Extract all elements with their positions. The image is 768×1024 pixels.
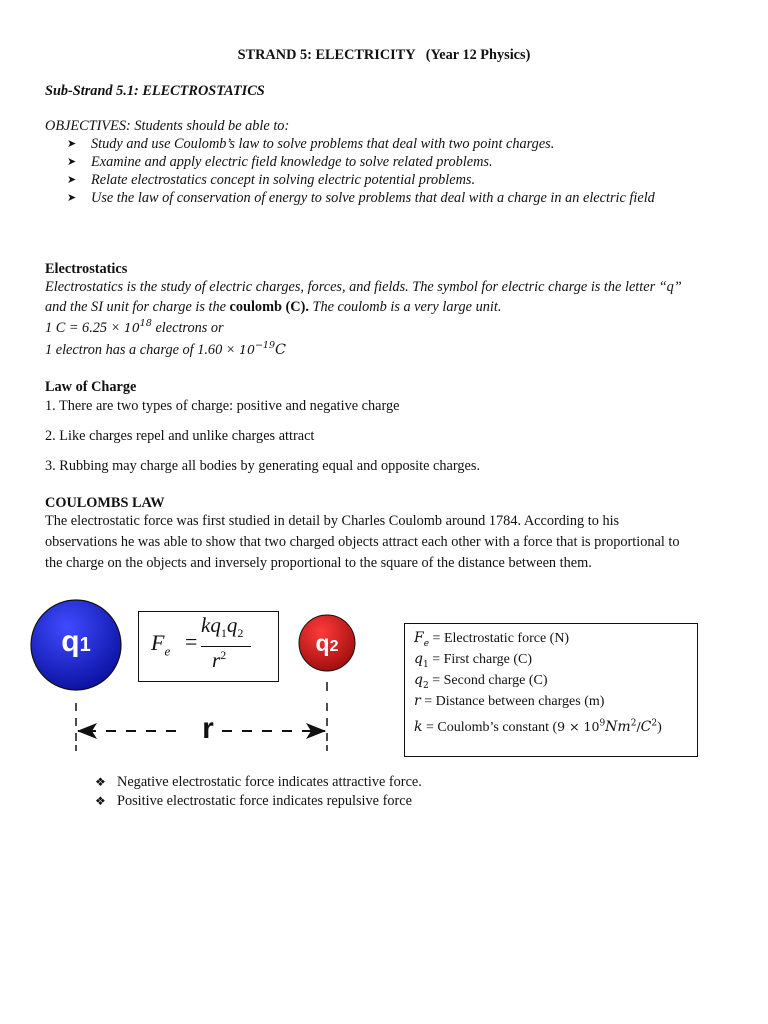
substrand-heading: Sub-Strand 5.1: ELECTROSTATICS xyxy=(45,83,265,99)
law-of-charge-heading: Law of Charge xyxy=(45,379,137,395)
law-item: 3. Rubbing may charge all bodies by generating equal and opposite charges. xyxy=(45,458,481,474)
title-text: STRAND 5: ELECTRICITY xyxy=(237,47,416,63)
distance-r-label: r xyxy=(202,712,214,745)
electrostatics-heading: Electrostatics xyxy=(45,261,128,277)
note-item: ❖ Positive electrostatic force indicates repulsive force xyxy=(95,793,412,809)
definition-item: $F_e$ = Electrostatic force (N) xyxy=(414,630,570,649)
formula-lhs: $F_e$ xyxy=(151,630,171,659)
definition-item: $q_1$ = First charge (C) xyxy=(414,651,532,670)
formula-denominator: $r^2$ xyxy=(212,648,227,672)
definition-item: $q_2$ = Second charge (C) xyxy=(414,672,548,691)
q2-label: q2 xyxy=(315,630,339,656)
law-item: 1. There are two types of charge: positive and negative charge xyxy=(45,398,400,414)
objective-item: ➤ Examine and apply electric field knowledge to solve related problems. xyxy=(67,154,493,170)
arrow-bullet-icon: ➤ xyxy=(67,156,77,168)
electrostatics-line-1: Electrostatics is the study of electric charges, forces, and fields. The symbol for electric charge is the letter “q” xyxy=(45,279,682,295)
title-suffix: (Year 12 Physics) xyxy=(425,47,531,63)
coulombs-law-heading: COULOMBS LAW xyxy=(45,495,165,511)
objective-item: ➤ Relate electrostatics concept in solving electric potential problems. xyxy=(67,172,476,188)
arrow-bullet-icon: ➤ xyxy=(67,174,77,186)
objectives-heading: OBJECTIVES: Students should be able to: xyxy=(45,118,290,134)
diamond-bullet-icon: ❖ xyxy=(95,794,106,808)
formula-numerator: $kq_1q_2$ xyxy=(201,613,244,641)
fraction-bar xyxy=(201,646,251,647)
diamond-bullet-icon: ❖ xyxy=(95,775,106,789)
formula-equals: = xyxy=(185,629,198,654)
note-item: ❖ Negative electrostatic force indicates attractive force. xyxy=(95,774,422,790)
arrow-bullet-icon: ➤ xyxy=(67,138,77,150)
formula-box xyxy=(138,611,279,682)
objective-item: ➤ Study and use Coulomb’s law to solve problems that deal with two point charges. xyxy=(67,136,555,152)
definitions-box xyxy=(404,623,698,757)
arrow-bullet-icon: ➤ xyxy=(67,192,77,204)
law-item: 2. Like charges repel and unlike charges attract xyxy=(45,428,315,444)
page-title xyxy=(0,47,768,64)
q1-label: q1 xyxy=(61,625,91,658)
coulombs-law-line-1: The electrostatic force was first studied in detail by Charles Coulomb around 1784. According to his xyxy=(45,513,620,529)
coulomb-unit: coulomb (C). xyxy=(229,299,309,315)
objective-item: ➤ Use the law of conservation of energy to solve problems that deal with a charge in an electric field xyxy=(67,190,655,206)
electrostatics-line-3: 1 $C = 6.25 \times 10^{18}$ electrons or xyxy=(45,318,224,336)
coulombs-law-line-3: the charge on the objects and inversely proportional to the square of the distance between them. xyxy=(45,555,592,571)
definition-item: k = Coulomb’s constant $(9 \times 10^9Nm^2/C^2)$ xyxy=(414,718,662,735)
definition-item: r = Distance between charges (m) xyxy=(414,693,605,709)
electrostatics-line-2: and the SI unit for charge is the coulomb (C). The coulomb is a very large unit. xyxy=(45,299,502,315)
electrostatics-line-4: 1 electron has a charge of $1.60 \times 10^{-19}C$ xyxy=(45,340,286,358)
coulombs-law-line-2: observations he was able to show that two charged objects attract each other with a force that is proportional to xyxy=(45,534,680,550)
